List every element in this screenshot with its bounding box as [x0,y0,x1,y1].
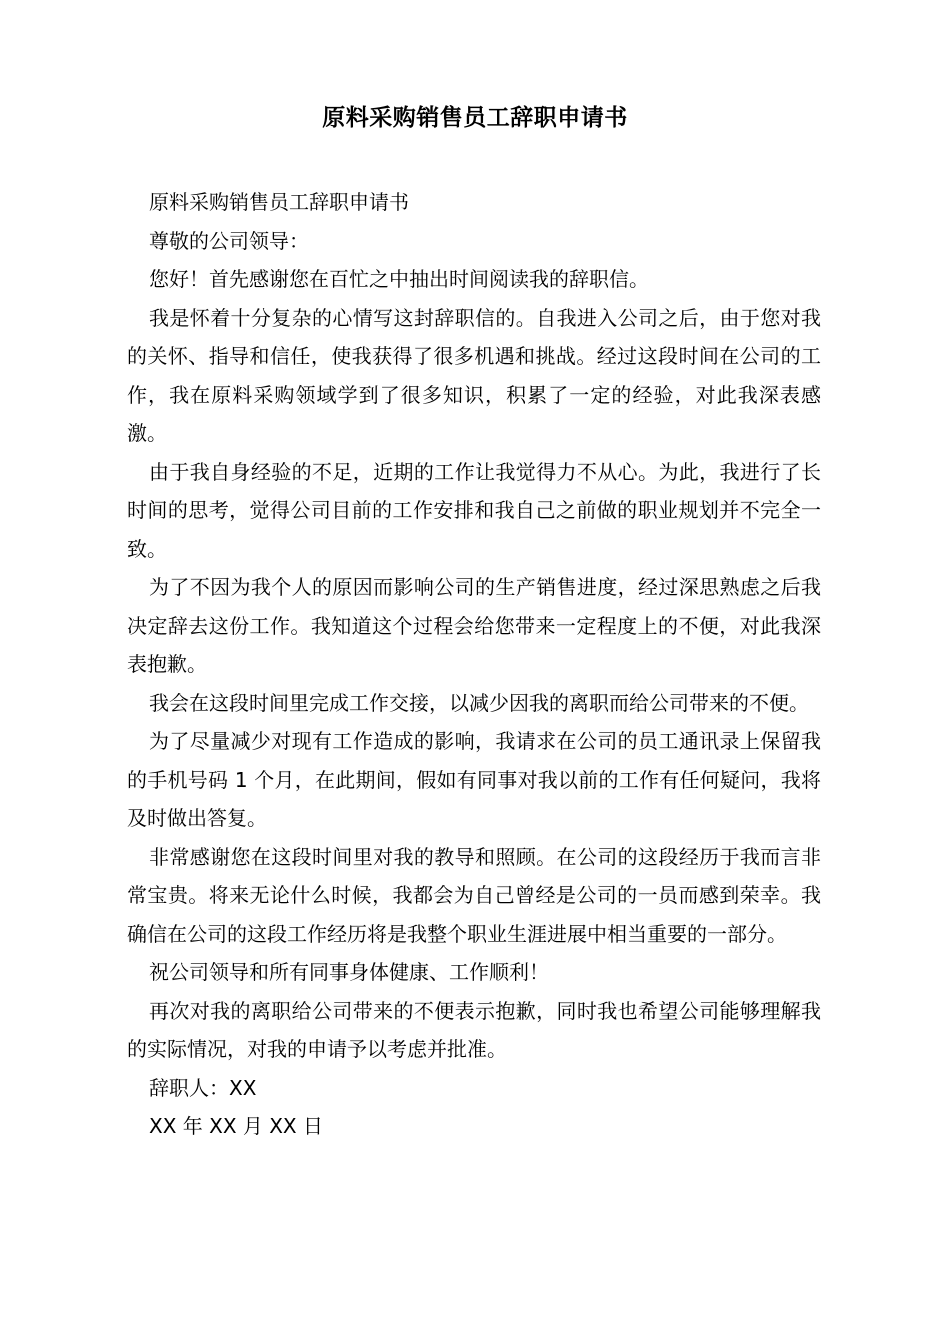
paragraph-thanks: 非常感谢您在这段时间里对我的教导和照顾。在公司的这段经历于我而言非常宝贵。将来无论什么时候，我都会为自己曾经是公司的一员而感到荣幸。我确信在公司的这段工作经历将是我整个职业生涯进展中相当重要的一部分。 [127,844,821,946]
signature-line: 辞职人：XX [149,1075,257,1100]
paragraph-apology: 再次对我的离职给公司带来的不便表示抱歉，同时我也希望公司能够理解我的实际情况，对我的申请予以考虑并批准。 [127,998,821,1061]
paragraph-gratitude: 我是怀着十分复杂的心情写这封辞职信的。自我进入公司之后，由于您对我的关怀、指导和信任，使我获得了很多机遇和挑战。经过这段时间在公司的工作，我在原料采购领域学到了很多知识，积累了一定的经验，对此我深表感激。 [127,305,821,445]
paragraph-contact: 为了尽量减少对现有工作造成的影响，我请求在公司的员工通讯录上保留我的手机号码 1 个月，在此期间，假如有同事对我以前的工作有任何疑问，我将及时做出答复。 [127,729,821,830]
paragraph-handover: 我会在这段时间里完成工作交接，以减少因我的离职而给公司带来的不便。 [149,690,809,715]
document-title: 原料采购销售员工辞职申请书 [322,105,628,131]
paragraph-heading-repeat: 原料采购销售员工辞职申请书 [149,190,409,214]
paragraph-reason: 由于我自身经验的不足，近期的工作让我觉得力不从心。为此，我进行了长时间的思考，觉得公司目前的工作安排和我自己之前做的职业规划并不完全一致。 [127,459,821,561]
paragraph-wishes: 祝公司领导和所有同事身体健康、工作顺利！ [149,960,549,984]
paragraph-decision: 为了不因为我个人的原因而影响公司的生产销售进度，经过深思熟虑之后我决定辞去这份工作。我知道这个过程会给您带来一定程度上的不便，对此我深表抱歉。 [127,575,821,676]
paragraph-salutation: 尊敬的公司领导： [149,228,309,253]
paragraph-greeting: 您好！首先感谢您在百忙之中抽出时间阅读我的辞职信。 [149,267,649,291]
document-body [127,183,821,1146]
date-line: XX 年 XX 月 XX 日 [149,1114,323,1138]
